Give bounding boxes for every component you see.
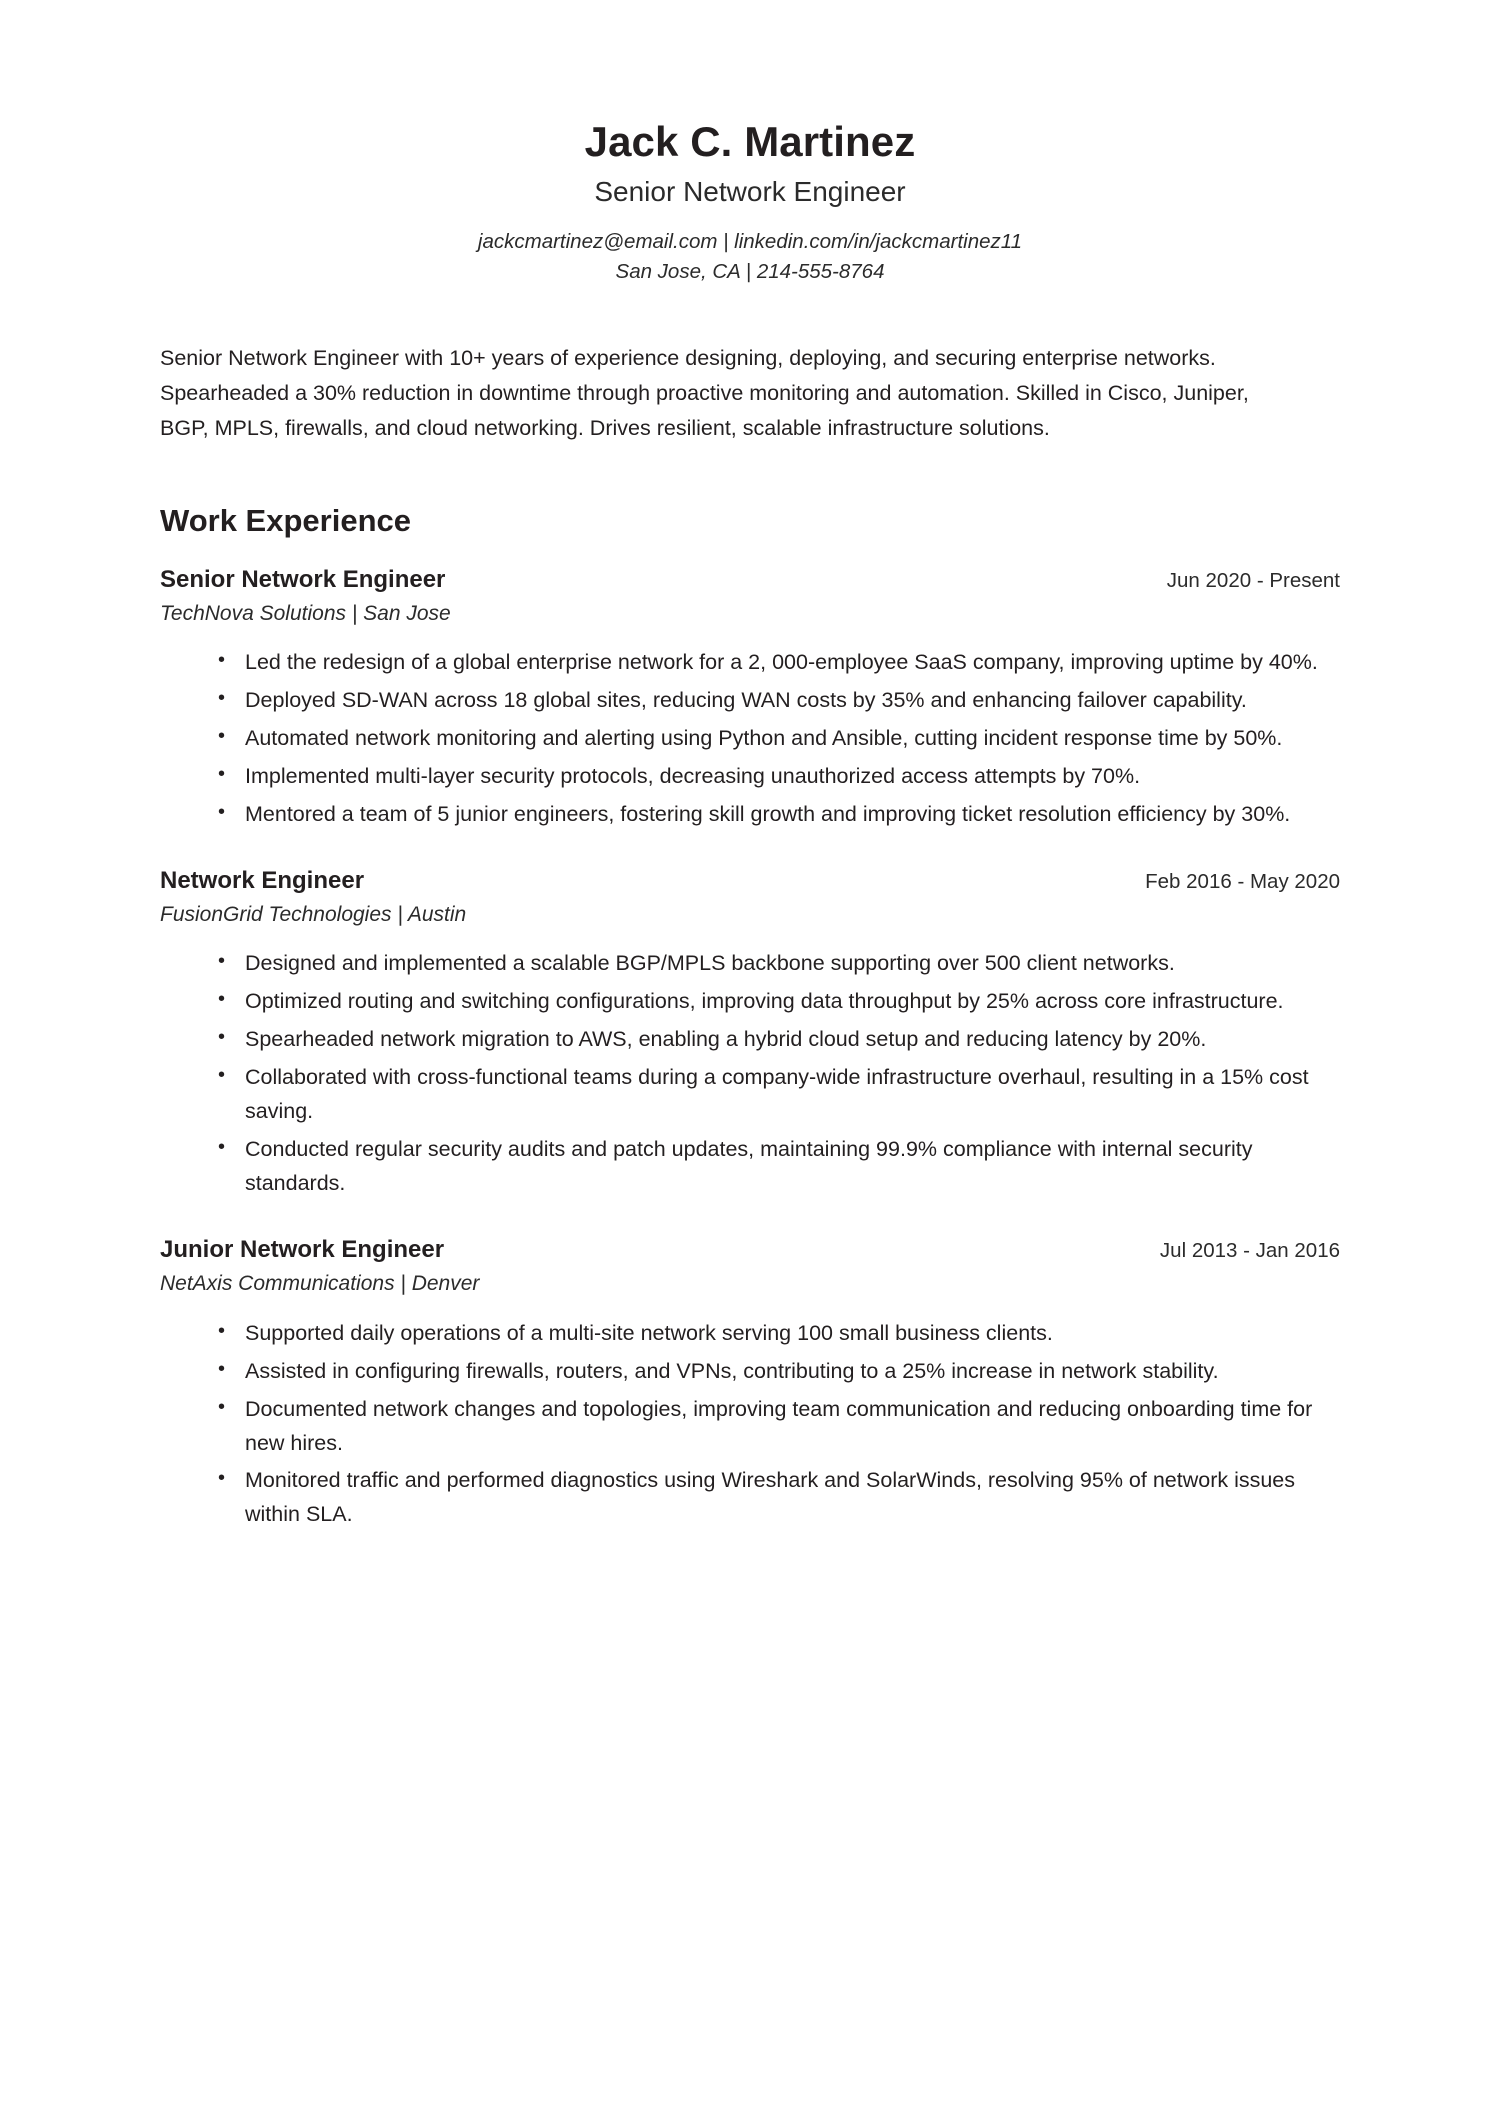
work-experience-entry <box>160 1235 1340 1532</box>
job-bullet: • Deployed SD-WAN across 18 global sites, reducing WAN costs by 35% and enhancing failover capability. <box>218 684 1335 718</box>
job-role: Senior Network Engineer <box>160 565 446 593</box>
job-bullet: • Conducted regular security audits and patch updates, maintaining 99.9% compliance with internal security standards. <box>218 1133 1335 1201</box>
job-dates: Jul 2013 - Jan 2016 <box>1159 1239 1340 1263</box>
job-bullet: • Automated network monitoring and alerting using Python and Ansible, cutting incident response time by 50%. <box>218 722 1335 756</box>
contact-line-email-linkedin: jackcmartinez@email.com | linkedin.com/in/jackcmartinez11 <box>477 229 1023 253</box>
job-company-location: FusionGrid Technologies | Austin <box>160 903 467 927</box>
work-experience-section <box>160 502 1340 1533</box>
job-header-row <box>160 866 1340 896</box>
job-role: Junior Network Engineer <box>160 1236 445 1264</box>
job-bullet: • Assisted in configuring firewalls, routers, and VPNs, contributing to a 25% increase in network stability. <box>218 1355 1335 1389</box>
professional-summary: Senior Network Engineer with 10+ years of experience designing, deploying, and securing enterprise networks. Spearheaded a 30% reduction in downtime through proactive monitoring and automation. Skilled in Cisco, Juniper, BGP, MPLS, firewalls, and cloud networking. Drives resilient, scalable infrastructure solutions. <box>160 346 1249 440</box>
job-bullet: • Monitored traffic and performed diagnostics using Wireshark and SolarWinds, resolving 95% of network issues within SLA. <box>218 1464 1335 1532</box>
job-bullet: • Supported daily operations of a multi-site network serving 100 small business clients. <box>218 1317 1335 1351</box>
job-company-location: TechNova Solutions | San Jose <box>160 601 451 625</box>
job-bullet: • Designed and implemented a scalable BGP/MPLS backbone supporting over 500 client networks. <box>218 947 1335 981</box>
job-bullet-list <box>160 646 1340 832</box>
contact-line-location-phone: San Jose, CA | 214-555-8764 <box>615 259 885 283</box>
resume-header <box>160 118 1340 287</box>
job-bullet: • Mentored a team of 5 junior engineers, fostering skill growth and improving ticket resolution efficiency by 30%. <box>218 798 1335 832</box>
job-role: Network Engineer <box>160 867 365 895</box>
job-header-row <box>160 1235 1340 1265</box>
job-bullet-list <box>160 947 1340 1201</box>
section-heading-work-experience: Work Experience <box>160 502 411 538</box>
job-bullet: • Led the redesign of a global enterprise network for a 2, 000-employee SaaS company, improving uptime by 40%. <box>218 646 1335 680</box>
job-bullet: • Documented network changes and topologies, improving team communication and reducing onboarding time for new hires. <box>218 1393 1335 1461</box>
candidate-headline: Senior Network Engineer <box>594 176 906 208</box>
candidate-name: Jack C. Martinez <box>584 118 916 165</box>
job-bullet-list <box>160 1317 1340 1533</box>
work-experience-entry <box>160 565 1340 832</box>
job-dates: Jun 2020 - Present <box>1166 568 1340 592</box>
work-experience-entry <box>160 866 1340 1201</box>
job-company-location: NetAxis Communications | Denver <box>160 1272 480 1296</box>
job-header-row <box>160 565 1340 595</box>
job-bullet: • Optimized routing and switching configurations, improving data throughput by 25% across core infrastructure. <box>218 985 1335 1019</box>
job-bullet: • Collaborated with cross-functional teams during a company-wide infrastructure overhaul, resulting in a 15% cost saving. <box>218 1061 1335 1129</box>
job-bullet: • Implemented multi-layer security protocols, decreasing unauthorized access attempts by 70%. <box>218 760 1335 794</box>
job-dates: Feb 2016 - May 2020 <box>1145 870 1340 894</box>
job-bullet: • Spearheaded network migration to AWS, enabling a hybrid cloud setup and reducing latency by 20%. <box>218 1023 1335 1057</box>
